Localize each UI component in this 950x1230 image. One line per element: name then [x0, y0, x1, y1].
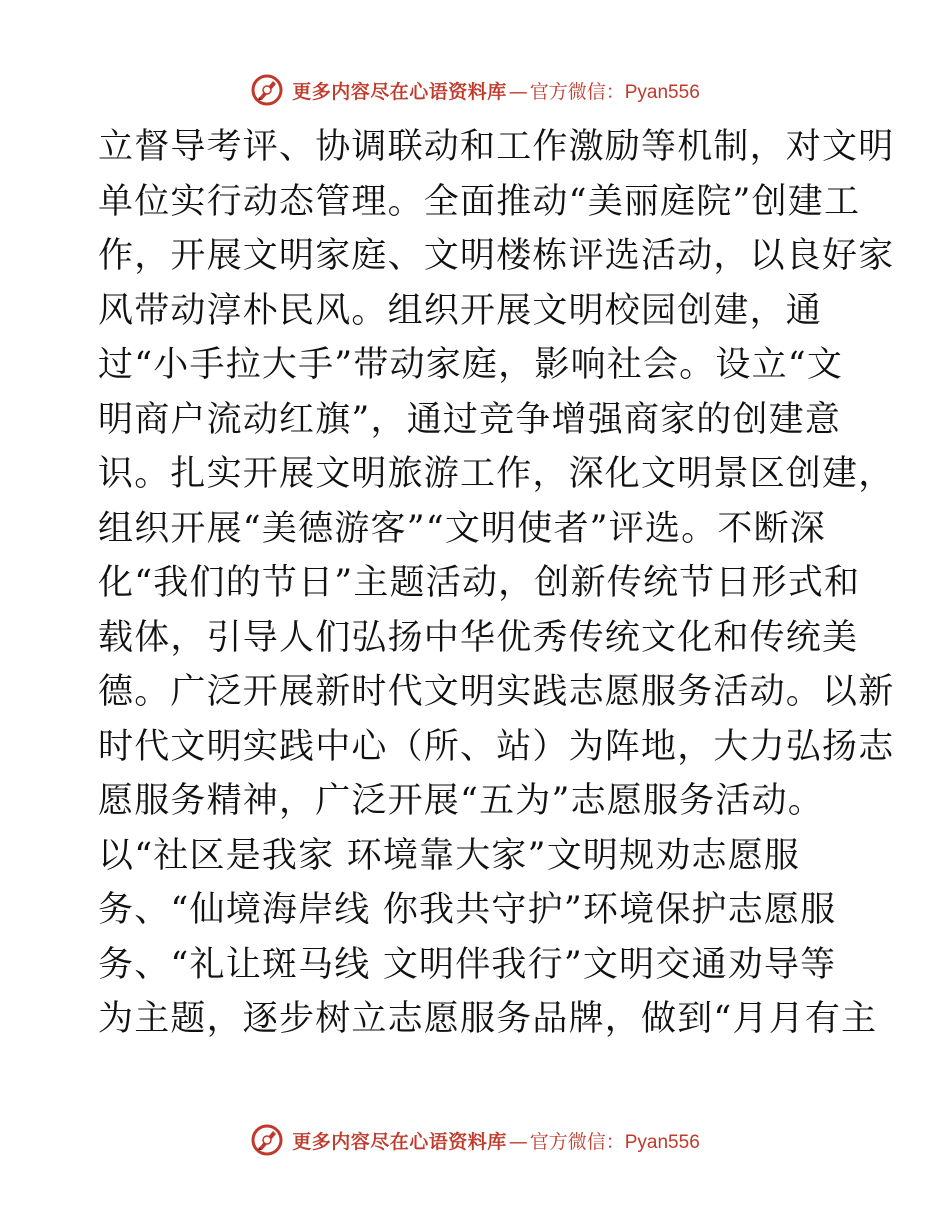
header-brand-text: 更多内容尽在心语资料库 [292, 80, 507, 103]
body-line: 务、“仙境海岸线 你我共守护”环境保护志愿服 [98, 890, 837, 930]
body-line: 立督导考评、协调联动和工作激励等机制，对文明 [98, 127, 895, 167]
header-banner [0, 70, 950, 110]
footer-wechat-id: Pyan556 [624, 1131, 700, 1153]
quill-pen-circle-icon [250, 1123, 284, 1157]
body-line: 明商户流动红旗”，通过竞争增强商家的创建意 [98, 399, 842, 440]
quill-pen-circle-icon [250, 73, 284, 107]
body-line: 时代文明实践中心（所、站）为阵地，大力弘扬志 [98, 726, 895, 767]
header-banner-text [292, 77, 700, 104]
footer-banner-text [292, 1127, 700, 1154]
body-line: 化“我们的节日”主题活动，创新传统节日形式和 [98, 563, 861, 603]
body-line: 务、“礼让斑马线 文明伴我行”文明交通劝导等 [98, 944, 837, 985]
body-line: 为主题，逐步树立志愿服务品牌，做到“月月有主 [98, 999, 878, 1039]
body-line: 作，开展文明家庭、文明楼栋评选活动，以良好家 [98, 236, 895, 276]
footer-banner [0, 1120, 950, 1160]
footer-separator: — [508, 1130, 528, 1153]
document-body [98, 120, 895, 1047]
body-line: 组织开展“美德游客”“文明使者”评选。不断深 [98, 508, 826, 549]
header-wechat-id: Pyan556 [624, 81, 700, 103]
body-line: 德。广泛开展新时代文明实践志愿服务活动。以新 [98, 672, 895, 712]
body-line: 愿服务精神，广泛开展“五为”志愿服务活动。 [98, 781, 824, 821]
header-wechat-label: 官方微信： [529, 80, 625, 103]
footer-brand-text: 更多内容尽在心语资料库 [292, 1130, 507, 1153]
body-line: 识。扎实开展文明旅游工作，深化文明景区创建， [98, 454, 895, 494]
footer-wechat-label: 官方微信： [529, 1130, 625, 1153]
body-line: 过“小手拉大手”带动家庭，影响社会。设立“文 [98, 345, 844, 385]
body-line: 风带动淳朴民风。组织开展文明校园创建，通 [98, 290, 823, 331]
header-separator: — [508, 80, 528, 103]
body-line: 单位实行动态管理。全面推动“美丽庭院”创建工 [98, 181, 861, 222]
body-line: 以“社区是我家 环境靠大家”文明规劝志愿服 [98, 835, 801, 876]
body-line: 载体，引导人们弘扬中华优秀传统文化和传统美 [98, 617, 859, 658]
